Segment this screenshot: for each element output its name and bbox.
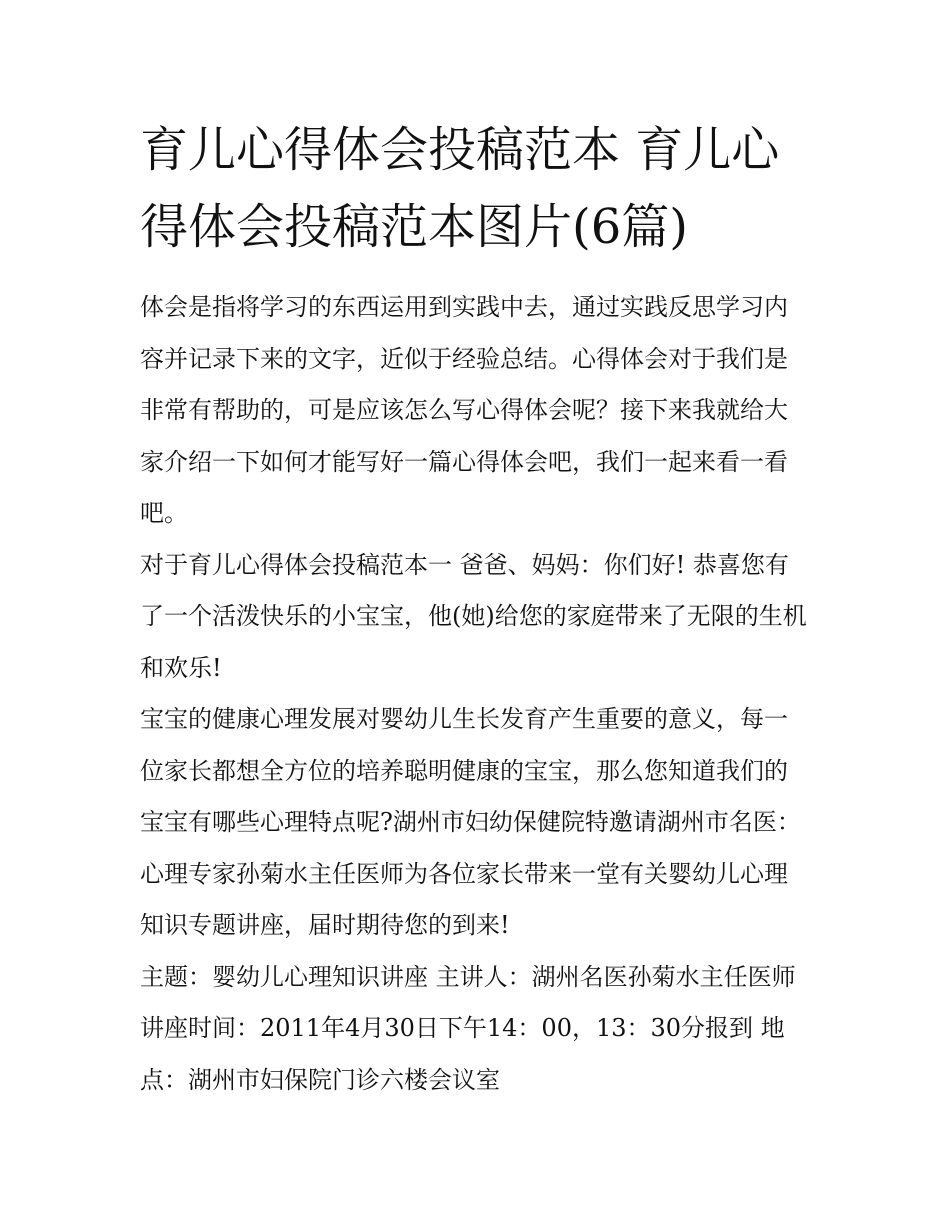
document-body [140,282,810,1106]
paragraph-greeting: 对于育儿心得体会投稿范本一 爸爸、妈妈：你们好! 恭喜您有了一个活泼快乐的小宝宝，他(她)给您的家庭带来了无限的生机和欢乐! [140,550,807,682]
document-title: 育儿心得体会投稿范本 育儿心得体会投稿范本图片(6篇) [140,122,780,255]
paragraph-lecture-details: 主题：婴幼儿心理知识讲座 主讲人：湖州名医孙菊水主任医师 讲座时间：2011年4月30日下午14：00，13：30分报到 地点：湖州市妇保院门诊六楼会议室 [140,962,796,1094]
paragraph-lecture-invite: 宝宝的健康心理发展对婴幼儿生长发育产生重要的意义，每一位家长都想全方位的培养聪明健康的宝宝，那么您知道我们的宝宝有哪些心理特点呢?湖州市妇幼保健院特邀请湖州市名医：心理专家孙菊水主任医师为各位家长带来一堂有关婴幼儿心理知识专题讲座，届时期待您的到来! [140,705,801,939]
paragraph-intro: 体会是指将学习的东西运用到实践中去，通过实践反思学习内容并记录下来的文字，近似于经验总结。心得体会对于我们是非常有帮助的，可是应该怎么写心得体会呢？接下来我就给大家介绍一下如何才能写好一篇心得体会吧，我们一起来看一看吧。 [140,293,788,527]
